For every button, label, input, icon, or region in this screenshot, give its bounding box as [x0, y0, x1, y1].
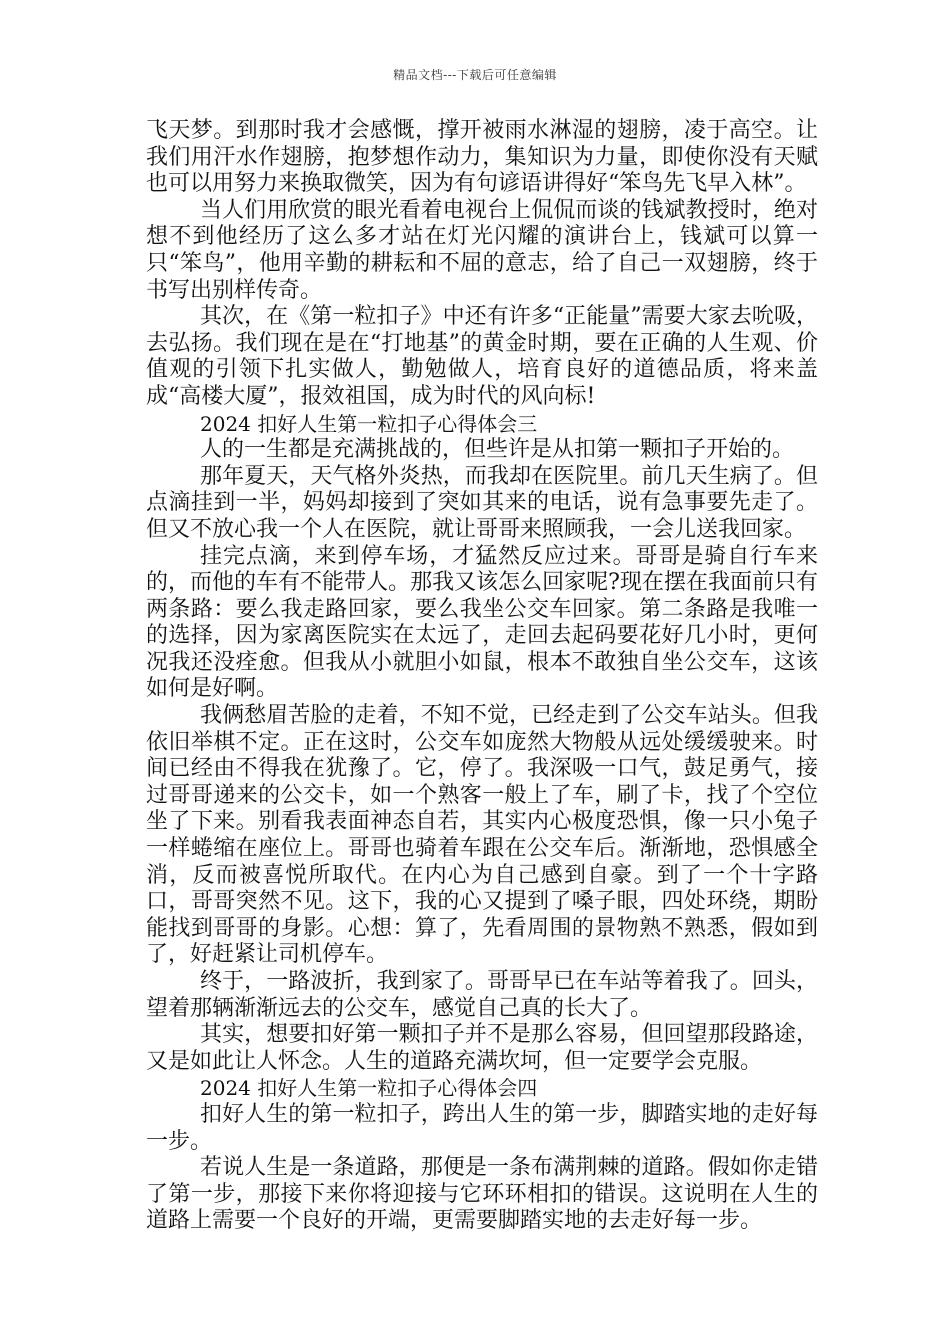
paragraph: 若说人生是一条道路，那便是一条布满荆棘的道路。假如你走错了第一步，那接下来你将迎接与它环环相扣的错误。这说明在人生的道路上需要一个良好的开端，更需要脚踏实地的去走好每一步。	[146, 1155, 818, 1234]
paragraph: 人的一生都是充满挑战的，但些许是从扣第一颗扣子开始的。	[200, 437, 795, 463]
paragraph: 那年夏天，天气格外炎热，而我却在医院里。前几天生病了。但点滴挂到一半，妈妈却接到了突如其来的电话，说有急事要先走了。但又不放心我一个人在医院，就让哥哥来照顾我，一会儿送我回家。	[146, 463, 818, 542]
paragraph: 当人们用欣赏的眼光看着电视台上侃侃而谈的钱斌教授时，绝对想不到他经历了这么多才站在灯光闪耀的演讲台上，钱斌可以算一只“笨鸟”，他用辛勤的耕耘和不屈的意志，给了自己一双翅膀，终于书写出别样传奇。	[146, 197, 818, 303]
paragraph: 终于，一路波折，我到家了。哥哥早已在车站等着我了。回头，望着那辆渐渐远去的公交车，感觉自己真的长大了。	[146, 969, 818, 1021]
paragraph: 其次，在《第一粒扣子》中还有许多“正能量”需要大家去吮吸，去弘扬。我们现在是在“打地基”的黄金时期，要在正确的人生观、价值观的引领下扎实做人，勤勉做人，培育良好的道德品质，将来盖成“高楼大厦”，报效祖国，成为时代的风向标!	[146, 304, 818, 409]
section-title: 2024 扣好人生第一粒扣子心得体会四	[200, 1076, 538, 1101]
paragraph: 挂完点滴，来到停车场，才猛然反应过来。哥哥是骑自行车来的，而他的车有不能带人。那我又该怎么回家呢?现在摆在我面前只有两条路：要么我走路回家，要么我坐公交车回家。第二条路是我唯一的选择，因为家离医院实在太远了，走回去起码要花好几小时，更何况我还没痊愈。但我从小就胆小如鼠，根本不敢独自坐公交车，这该如何是好啊。	[146, 543, 818, 702]
paragraph: 我俩愁眉苦脸的走着，不知不觉，已经走到了公交车站头。但我依旧举棋不定。正在这时，公交车如庞然大物般从远处缓缓驶来。时间已经由不得我在犹豫了。它，停了。我深吸一口气，鼓足勇气，接过哥哥递来的公交卡，如一个熟客一般上了车，刷了卡，找了个空位坐了下来。别看我表面神态自若，其实内心极度恐惧，像一只小兔子一样蜷缩在座位上。哥哥也骑着车跟在公交车后。渐渐地，恐惧感全消，反而被喜悦所取代。在内心为自己感到自豪。到了一个十字路口，哥哥突然不见。这下，我的心又提到了嗓子眼，四处环绕，期盼能找到哥哥的身影。心想：算了，先看周围的景物熟不熟悉，假如到了，好赶紧让司机停车。	[146, 703, 818, 968]
paragraph: 飞天梦。到那时我才会感慨，撑开被雨水淋湿的翅膀，凌于高空。让我们用汗水作翅膀，抱梦想作动力，集知识为力量，即使你没有天赋也可以用努力来换取微笑，因为有句谚语讲得好“笨鸟先飞早入林”。	[146, 118, 818, 197]
document-body	[146, 118, 818, 1235]
paragraph: 其实，想要扣好第一颗扣子并不是那么容易，但回望那段路途，又是如此让人怀念。人生的道路充满坎坷，但一定要学会克服。	[146, 1022, 818, 1074]
paragraph: 扣好人生的第一粒扣子，跨出人生的第一步，脚踏实地的走好每一步。	[146, 1101, 818, 1154]
page-header: 精品文档---下载后可任意编辑	[393, 68, 557, 82]
section-title: 2024 扣好人生第一粒扣子心得体会三	[200, 411, 538, 436]
